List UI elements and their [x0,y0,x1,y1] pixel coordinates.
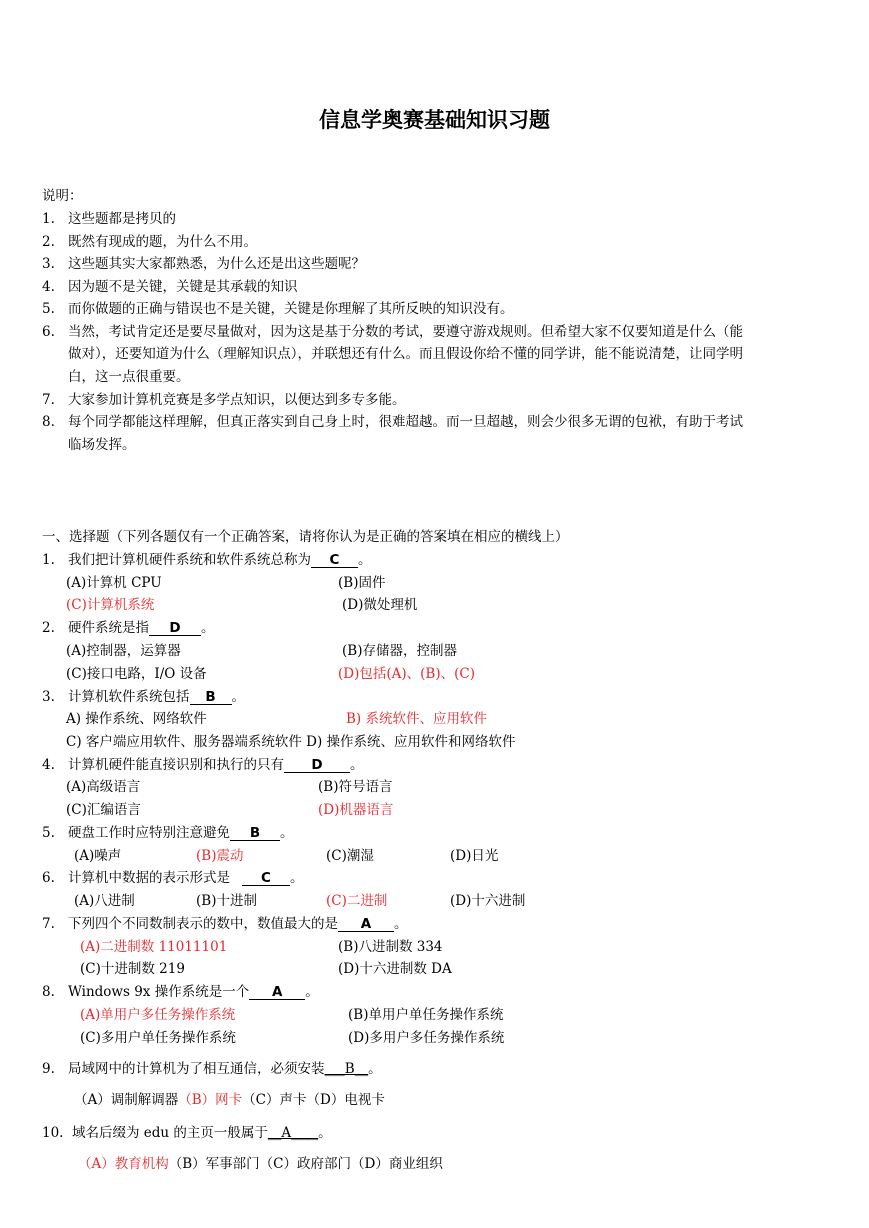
question-num: 3. [42,689,55,705]
intro-item [42,275,298,295]
option: (B)存储器，控制器 [342,643,457,659]
intro-item [42,320,743,340]
answer-blank: A [338,917,394,932]
intro-item-continuation: 白，这一点很重要。 [68,369,190,385]
question-stem [42,548,372,568]
answer-blank: C [311,553,358,568]
option: (C)潮湿 [326,848,374,864]
question-suffix: 。 [350,757,364,773]
option-correct: (A)二进制数 11011101 [80,939,228,955]
option: （C）政府部门 [259,1156,352,1172]
option-correct: （A）教育机构 [78,1156,169,1172]
intro-item-num: 7. [42,392,55,408]
question-num: 2. [42,620,55,636]
question-text: 下列四个不同数制表示的数中，数值最大的是 [68,916,338,932]
question-num: 8. [42,984,55,1000]
intro-item [42,297,514,317]
intro-item-text: 这些题都是拷贝的 [68,211,176,227]
question-stem [42,821,294,841]
option: (B)八进制数 334 [338,939,443,955]
option-correct: (D)包括(A)、(B)、(C) [338,666,475,682]
intro-item-continuation: 做对），还要知道为什么（理解知识点），并联想还有什么。而且假设你给不懂的同学讲，能不能说清楚，让同学明 [68,346,743,362]
answer-blank: D [284,758,350,773]
question-suffix: 。 [368,1061,382,1077]
option: (C)汇编语言 [66,802,141,818]
question-text: 硬件系统是指 [68,620,149,636]
question-text: 计算机硬件能直接识别和执行的只有 [68,757,284,773]
intro-item-text: 既然有现成的题，为什么不用。 [68,234,257,250]
intro-item-num: 8. [42,414,55,430]
intro-item [42,388,406,408]
intro-item-text: 每个同学都能这样理解，但真正落实到自己身上时，很难超越。而一旦超越，则会少很多无谓的包袱，有助于考试 [68,414,743,430]
option: (C)接口电路，I/O 设备 [66,666,207,682]
option-correct: (D)机器语言 [318,802,394,818]
option-correct: (B)震动 [196,848,244,864]
question-stem [42,685,245,705]
question-num: 9. [42,1061,55,1077]
question-text: 计算机软件系统包括 [68,689,190,705]
intro-item-num: 1. [42,211,55,227]
question-suffix: 。 [231,689,245,705]
question-num: 7. [42,916,55,932]
option: C) 客户端应用软件、服务器端系统软件 D) 操作系统、应用软件和网络软件 [66,734,516,750]
question-text: 硬盘工作时应特别注意避免 [68,825,230,841]
question-text: 域名后缀为 edu 的主页一般属于 [72,1125,268,1141]
option: (B)符号语言 [318,779,393,795]
answer-blank: B [190,690,232,705]
question-suffix: 。 [201,620,215,636]
intro-item-num: 6. [42,324,55,340]
question-num: 5. [42,825,55,841]
option-correct: (C)二进制 [326,893,388,909]
option: （C）声卡 [242,1092,307,1108]
intro-item-text: 当然，考试肯定还是要尽量做对，因为这是基于分数的考试，要遵守游戏规则。但希望大家不仅要知道是什么（能 [68,324,743,340]
question-suffix: 。 [394,916,408,932]
intro-item [42,252,365,272]
intro-item-continuation: 临场发挥。 [68,437,136,453]
intro-item-text: 大家参加计算机竞赛是多学点知识，以便达到多专多能。 [68,392,406,408]
intro-heading: 说明： [42,188,83,204]
option: (C)多用户单任务操作系统 [80,1030,236,1046]
question-text: 局域网中的计算机为了相互通信，必须安装 [68,1061,325,1077]
option: （B）军事部门 [168,1156,260,1172]
option: (B)固件 [338,575,386,591]
question-stem [42,980,319,1000]
answer-blank: __A____ [267,1125,319,1141]
question-num: 10. [42,1125,64,1141]
option-correct: (C)计算机系统 [66,597,155,613]
intro-item-text: 因为题不是关键，关键是其承载的知识 [68,279,298,295]
option: (D)十六进制数 DA [338,961,452,977]
option: （A）调制解调器 [74,1092,179,1108]
answer-blank: A [249,985,305,1000]
answer-blank: D [149,621,201,636]
question-stem [42,1057,382,1077]
option: (C)十进制数 219 [80,961,185,977]
option: (D)十六进制 [450,893,526,909]
option: (B)单用户单任务操作系统 [348,1007,504,1023]
question-num: 6. [42,870,55,886]
option-correct: (A)单用户多任务操作系统 [80,1007,236,1023]
option-row [74,1088,385,1108]
question-suffix: 。 [318,1125,332,1141]
option: (A)控制器，运算器 [66,643,181,659]
intro-item-num: 4. [42,279,55,295]
option: (D)微处理机 [342,597,418,613]
intro-item-num: 3. [42,256,55,272]
answer-blank: ___B__ [324,1061,369,1077]
option-correct: B) 系统软件、应用软件 [346,711,487,727]
question-stem [42,1121,332,1141]
question-stem [42,753,364,773]
option: A) 操作系统、网络软件 [66,711,207,727]
intro-item [42,410,743,430]
option: (B)十进制 [196,893,257,909]
answer-blank: C [242,871,290,886]
question-text: Windows 9x 操作系统是一个 [68,984,250,1000]
page-title: 信息学奥赛基础知识习题 [319,108,550,132]
intro-item-num: 5. [42,301,55,317]
option-correct: （B）网卡 [178,1092,243,1108]
option-row [78,1152,443,1172]
question-suffix: 。 [358,552,372,568]
question-text: 计算机中数据的表示形式是 [68,870,230,886]
option: (A)八进制 [74,893,135,909]
question-stem [42,616,215,636]
question-text: 我们把计算机硬件系统和软件系统总称为 [68,552,311,568]
option: (D)多用户多任务操作系统 [348,1030,505,1046]
question-stem [42,912,408,932]
option: (A)噪声 [74,848,122,864]
question-suffix: 。 [305,984,319,1000]
question-stem [42,866,304,886]
intro-item-num: 2. [42,234,55,250]
option: (A)高级语言 [66,779,141,795]
answer-blank: B [230,826,280,841]
intro-item [42,207,176,227]
question-suffix: 。 [290,870,304,886]
option: (A)计算机 CPU [66,575,162,591]
question-num: 4. [42,757,55,773]
intro-item-text: 这些题其实大家都熟悉，为什么还是出这些题呢？ [68,256,365,272]
option: （D）电视卡 [306,1092,385,1108]
option: (D)日光 [450,848,499,864]
intro-item-text: 而你做题的正确与错误也不是关键，关键是你理解了其所反映的知识没有。 [68,301,514,317]
option: （D）商业组织 [351,1156,443,1172]
intro-item [42,230,257,250]
section-heading: 一、选择题（下列各题仅有一个正确答案，请将你认为是正确的答案填在相应的横线上） [42,529,569,545]
question-num: 1. [42,552,55,568]
question-suffix: 。 [280,825,294,841]
